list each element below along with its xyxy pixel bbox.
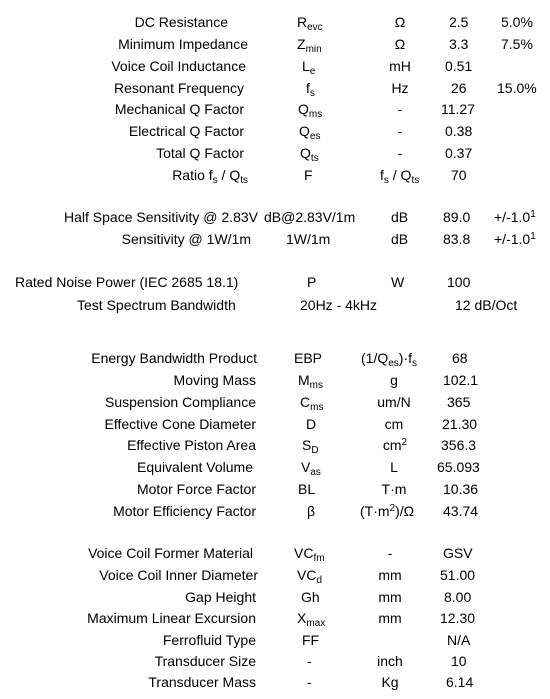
param-label: Transducer Size [154, 653, 256, 669]
param-symbol: $L_e$ [302, 58, 316, 77]
param-label: Maximum Linear Excursion [87, 610, 256, 626]
param-value: 8.00 [444, 589, 472, 605]
param-symbol: $X_{max}$ [297, 610, 326, 629]
param-slope: 12 dB/Oct [455, 297, 518, 313]
param-label: Ratio $f_s / Q_{ts}$ [172, 167, 248, 186]
param-label: Test Spectrum Bandwidth [77, 297, 236, 313]
spec-row [0, 543, 550, 563]
param-symbol: EBP [294, 350, 323, 366]
param-label: Electrical Q Factor [128, 123, 244, 139]
param-unit: $(T\cdot m^2)/\Omega$ [360, 503, 415, 519]
param-symbol: F [304, 167, 313, 183]
param-value: 356.3 [441, 437, 477, 453]
spec-row [0, 392, 550, 412]
param-value: 12.30 [440, 610, 476, 626]
spec-row [0, 99, 550, 119]
param-unit: Kg [381, 674, 399, 690]
param-value: 21.30 [442, 416, 478, 432]
param-label: Rated Noise Power (IEC 2685 18.1) [15, 274, 239, 290]
param-label: Sensitivity @ 1W/1m [121, 231, 251, 247]
param-value: 89.0 [443, 209, 471, 225]
param-value: 83.8 [443, 231, 471, 247]
param-label: Motor Force Factor [136, 481, 256, 497]
param-value: 102.1 [443, 372, 479, 388]
spec-row [0, 435, 550, 455]
param-value: 10 [451, 653, 467, 669]
spec-row [0, 12, 550, 32]
param-unit: - [397, 123, 403, 139]
param-symbol: $Q_{ms}$ [298, 101, 323, 120]
param-symbol: Gh [301, 589, 320, 605]
spec-row [0, 672, 550, 692]
spec-row [0, 587, 550, 607]
param-value: 0.38 [445, 123, 473, 139]
param-unit: um/N [377, 394, 411, 410]
spec-row [0, 121, 550, 141]
spec-row [0, 630, 550, 650]
param-label: DC Resistance [134, 14, 228, 30]
param-symbol: $S_D$ [302, 437, 319, 456]
param-value: 3.3 [449, 36, 469, 52]
param-condition: 1W/1m [286, 231, 331, 247]
param-symbol: $Q_{es}$ [299, 123, 321, 142]
param-unit: $(1/Q_{es})\cdot f_s$ [361, 350, 418, 369]
param-unit: cm [384, 416, 404, 432]
param-unit: $f_s / Q_{ts}$ [380, 167, 420, 186]
param-condition: dB@2.83V/1m [264, 209, 356, 225]
param-unit: T·m [381, 481, 407, 497]
param-value: 10.36 [443, 481, 479, 497]
param-unit: W [391, 274, 405, 290]
spec-row [0, 207, 550, 227]
param-symbol: $R_{evc}$ [297, 14, 323, 33]
param-unit: Hz [391, 80, 409, 96]
spec-row [0, 56, 550, 76]
param-unit: g [390, 372, 398, 388]
spec-row [0, 34, 550, 54]
param-unit: - [397, 101, 403, 117]
param-label: Equivalent Volume [137, 459, 253, 475]
param-label: Motor Efficiency Factor [113, 503, 256, 519]
param-value: 65.093 [437, 459, 480, 475]
param-label: Voice Coil Inner Diameter [99, 567, 258, 583]
spec-row [0, 565, 550, 585]
param-label: Moving Mass [173, 372, 256, 388]
param-tolerance: $+/-1.0^1$ [494, 209, 536, 225]
spec-row [0, 295, 550, 315]
param-unit: inch [377, 653, 403, 669]
spec-row-ratio [0, 165, 550, 185]
param-symbol: FF [302, 632, 320, 648]
param-unit: - [397, 145, 403, 161]
param-symbol: $Z_{min}$ [297, 36, 322, 55]
param-value: 365 [447, 394, 471, 410]
param-value: 26 [451, 80, 467, 96]
param-value: 0.37 [445, 145, 473, 161]
param-range: 20Hz - 4kHz [300, 297, 378, 313]
param-tolerance: 5.0% [501, 14, 533, 30]
param-symbol: $VC_d$ [297, 567, 323, 586]
param-unit: dB [391, 231, 409, 247]
param-label: Ferrofluid Type [162, 632, 256, 648]
param-value: 68 [452, 350, 468, 366]
param-value: 100 [447, 274, 471, 290]
param-label: Effective Piston Area [127, 437, 256, 453]
param-unit: Ω [394, 14, 406, 30]
spec-row [0, 479, 550, 499]
param-tolerance: 15.0% [497, 80, 537, 96]
param-label: Resonant Frequency [114, 80, 244, 96]
param-label: Half Space Sensitivity @ 2.83V [64, 209, 258, 225]
spec-row [0, 370, 550, 390]
param-symbol: $VC_{fm}$ [294, 545, 325, 564]
param-label: Gap Height [185, 589, 256, 605]
param-symbol: $C_{ms}$ [300, 394, 324, 413]
param-symbol: β [307, 503, 316, 519]
param-value: 0.51 [445, 58, 473, 74]
param-symbol: - [307, 653, 312, 669]
param-unit: $cm^2$ [382, 437, 408, 453]
param-unit: dB [391, 209, 409, 225]
param-symbol: $V_{as}$ [301, 459, 321, 478]
param-label: Transducer Mass [148, 674, 256, 690]
param-tolerance: 7.5% [501, 36, 533, 52]
param-unit: L [390, 459, 398, 475]
param-value: 51.00 [440, 567, 476, 583]
param-label: Voice Coil Inductance [111, 58, 246, 74]
param-symbol: D [306, 416, 317, 432]
param-label: Total Q Factor [156, 145, 244, 161]
spec-row [0, 457, 550, 477]
param-unit: - [387, 545, 393, 561]
param-value: N/A [447, 632, 471, 648]
param-label: Effective Cone Diameter [104, 416, 256, 432]
param-symbol: $M_{ms}$ [298, 372, 324, 391]
param-value: 11.27 [441, 101, 475, 117]
spec-row [0, 229, 550, 249]
param-symbol: P [307, 274, 317, 290]
param-unit: Ω [394, 36, 406, 52]
spec-row [0, 143, 550, 163]
param-unit: mH [389, 58, 411, 74]
spec-row [0, 651, 550, 671]
param-symbol: - [307, 674, 312, 690]
param-unit: mm [378, 589, 402, 605]
param-symbol: $Q_{ts}$ [300, 145, 319, 164]
param-unit: mm [378, 610, 402, 626]
spec-row [0, 414, 550, 434]
param-label: Voice Coil Former Material [88, 545, 253, 561]
param-value: 70 [451, 167, 467, 183]
spec-row [0, 348, 550, 368]
param-value: 2.5 [449, 14, 469, 30]
param-label: Energy Bandwidth Product [91, 350, 257, 366]
param-label: Mechanical Q Factor [114, 101, 244, 117]
param-label: Minimum Impedance [118, 36, 248, 52]
param-value: GSV [443, 545, 473, 561]
spec-row [0, 608, 550, 628]
param-symbol: $f_s$ [306, 80, 315, 99]
param-tolerance: $+/-1.0^1$ [494, 231, 536, 247]
param-label: Suspension Compliance [105, 394, 256, 410]
spec-row [0, 78, 550, 98]
param-symbol: BL [298, 481, 316, 497]
spec-row [0, 501, 550, 521]
param-unit: mm [378, 567, 402, 583]
spec-row [0, 272, 550, 292]
param-value: 43.74 [443, 503, 479, 519]
param-value: 6.14 [446, 674, 474, 690]
